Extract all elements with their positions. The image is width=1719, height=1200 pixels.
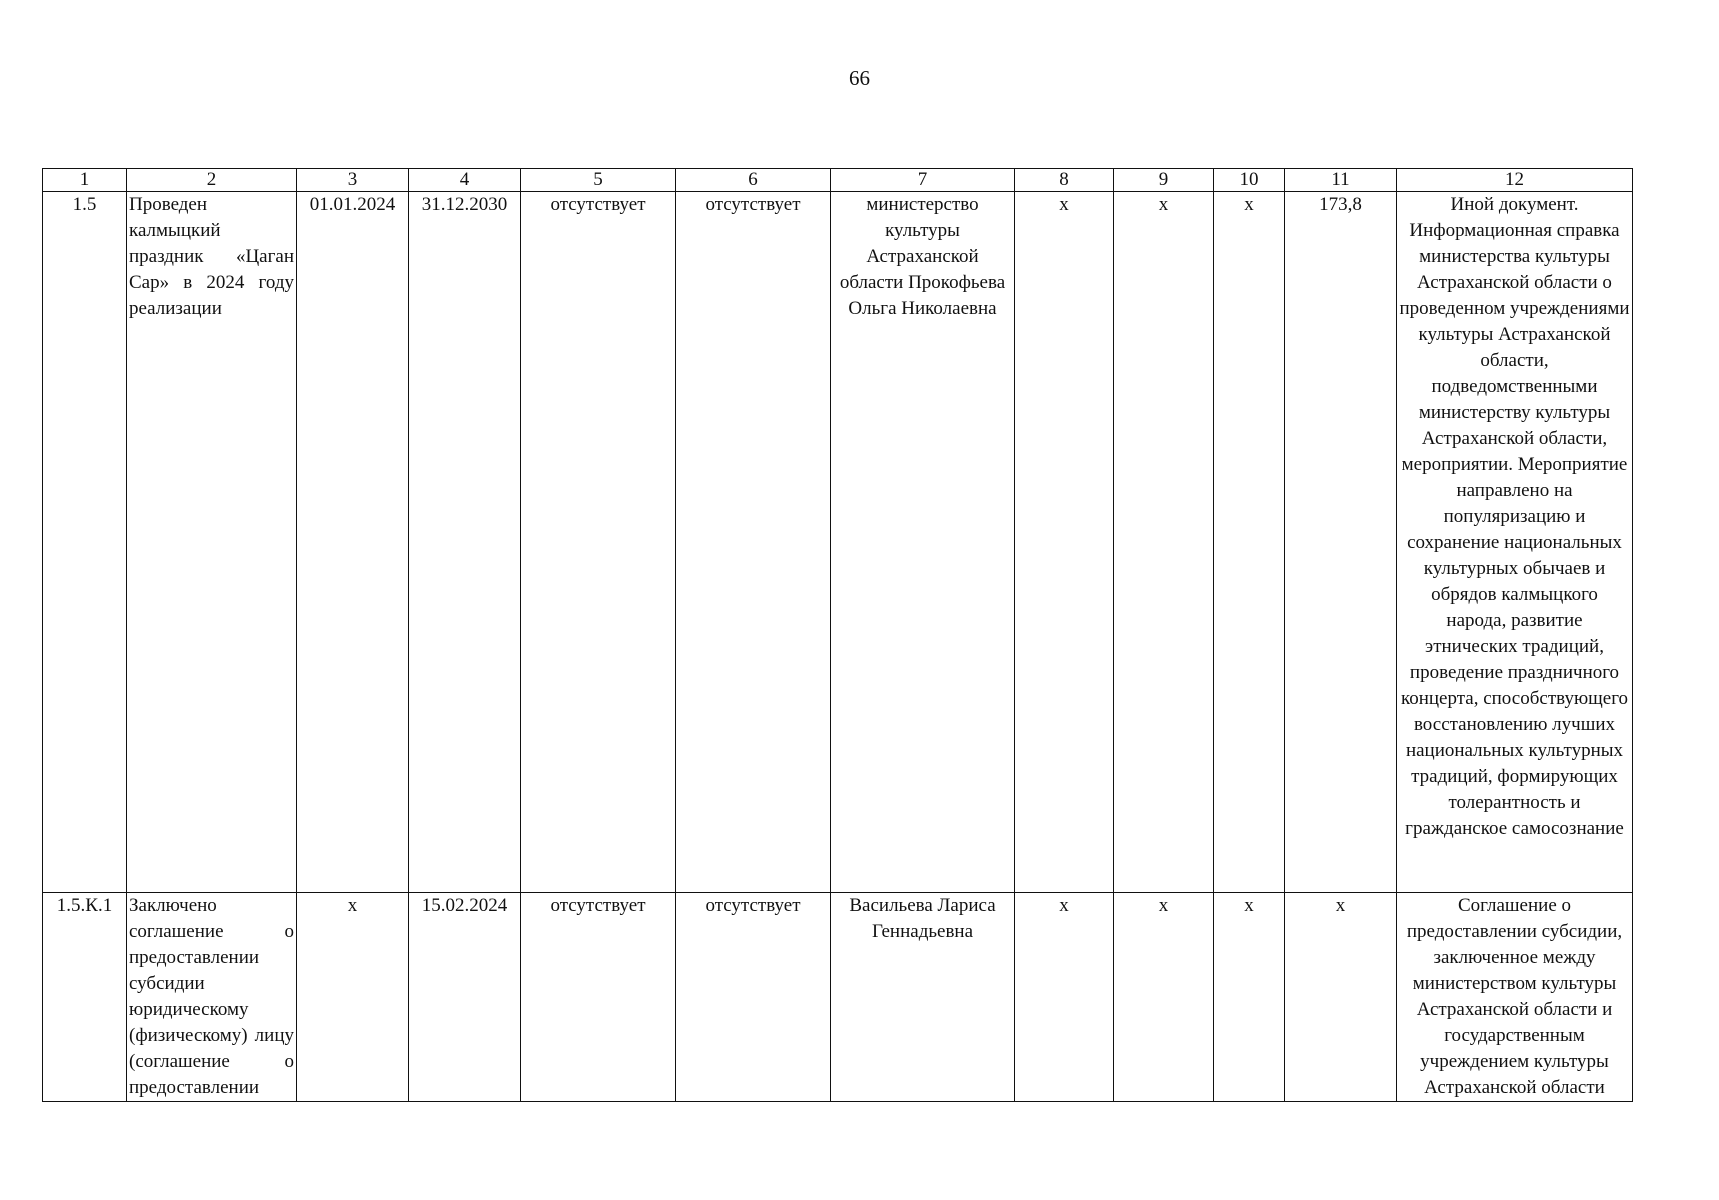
- cell-col-6: отсутствует: [676, 893, 831, 1102]
- cell-col-5: отсутствует: [521, 893, 676, 1102]
- cell-start-date: х: [297, 893, 409, 1102]
- cell-col-9: х: [1114, 192, 1214, 893]
- header-col-9: 9: [1114, 169, 1214, 192]
- cell-end-date: 31.12.2030: [409, 192, 521, 893]
- cell-end-date: 15.02.2024: [409, 893, 521, 1102]
- table-header-row: [43, 169, 1633, 192]
- table-row: [43, 192, 1633, 893]
- cell-responsible: Васильева Лариса Геннадьевна: [831, 893, 1015, 1102]
- cell-document: Иной документ. Информационная справка министерства культуры Астраханской области о проведенном учреждениями культуры Астраханской области, подведомственными министерству культуры Астраханской области, мероприятии. Мероприятие направлено на популяризацию и сохранение национальных культурных обычаев и обрядов калмыцкого народа, развитие этнических традиций, проведение праздничного концерта, способствующего восстановлению лучших национальных культурных традиций, формирующих толерантность и гражданское самосознание: [1397, 192, 1633, 893]
- cell-result-name: Проведен калмыцкий праздник «Цаган Сар» в 2024 году реализации: [127, 192, 297, 893]
- cell-document: Соглашение о предоставлении субсидии, заключенное между министерством культуры Астраханской области и государственным учреждением культуры Астраханской области: [1397, 893, 1633, 1102]
- cell-col-5: отсутствует: [521, 192, 676, 893]
- cell-col-9: х: [1114, 893, 1214, 1102]
- header-col-4: 4: [409, 169, 521, 192]
- cell-col-8: х: [1015, 192, 1114, 893]
- cell-number: 1.5: [43, 192, 127, 893]
- header-col-2: 2: [127, 169, 297, 192]
- header-col-7: 7: [831, 169, 1015, 192]
- cell-col-10: х: [1214, 192, 1285, 893]
- header-col-10: 10: [1214, 169, 1285, 192]
- cell-col-6: отсутствует: [676, 192, 831, 893]
- table-row: [43, 893, 1633, 1102]
- header-col-1: 1: [43, 169, 127, 192]
- cell-result-name: Заключено соглашение о предоставлении субсидии юридическому (физическому) лицу (соглашение о предоставлении: [127, 893, 297, 1102]
- header-col-11: 11: [1285, 169, 1397, 192]
- header-col-12: 12: [1397, 169, 1633, 192]
- cell-col-11: 173,8: [1285, 192, 1397, 893]
- cell-start-date: 01.01.2024: [297, 192, 409, 893]
- header-col-6: 6: [676, 169, 831, 192]
- cell-number: 1.5.К.1: [43, 893, 127, 1102]
- cell-col-11: х: [1285, 893, 1397, 1102]
- page-number: 66: [849, 66, 870, 90]
- cell-col-8: х: [1015, 893, 1114, 1102]
- plan-table: [42, 168, 1633, 1102]
- cell-responsible: министерство культуры Астраханской области Прокофьева Ольга Николаевна: [831, 192, 1015, 893]
- cell-col-10: х: [1214, 893, 1285, 1102]
- header-col-3: 3: [297, 169, 409, 192]
- header-col-8: 8: [1015, 169, 1114, 192]
- header-col-5: 5: [521, 169, 676, 192]
